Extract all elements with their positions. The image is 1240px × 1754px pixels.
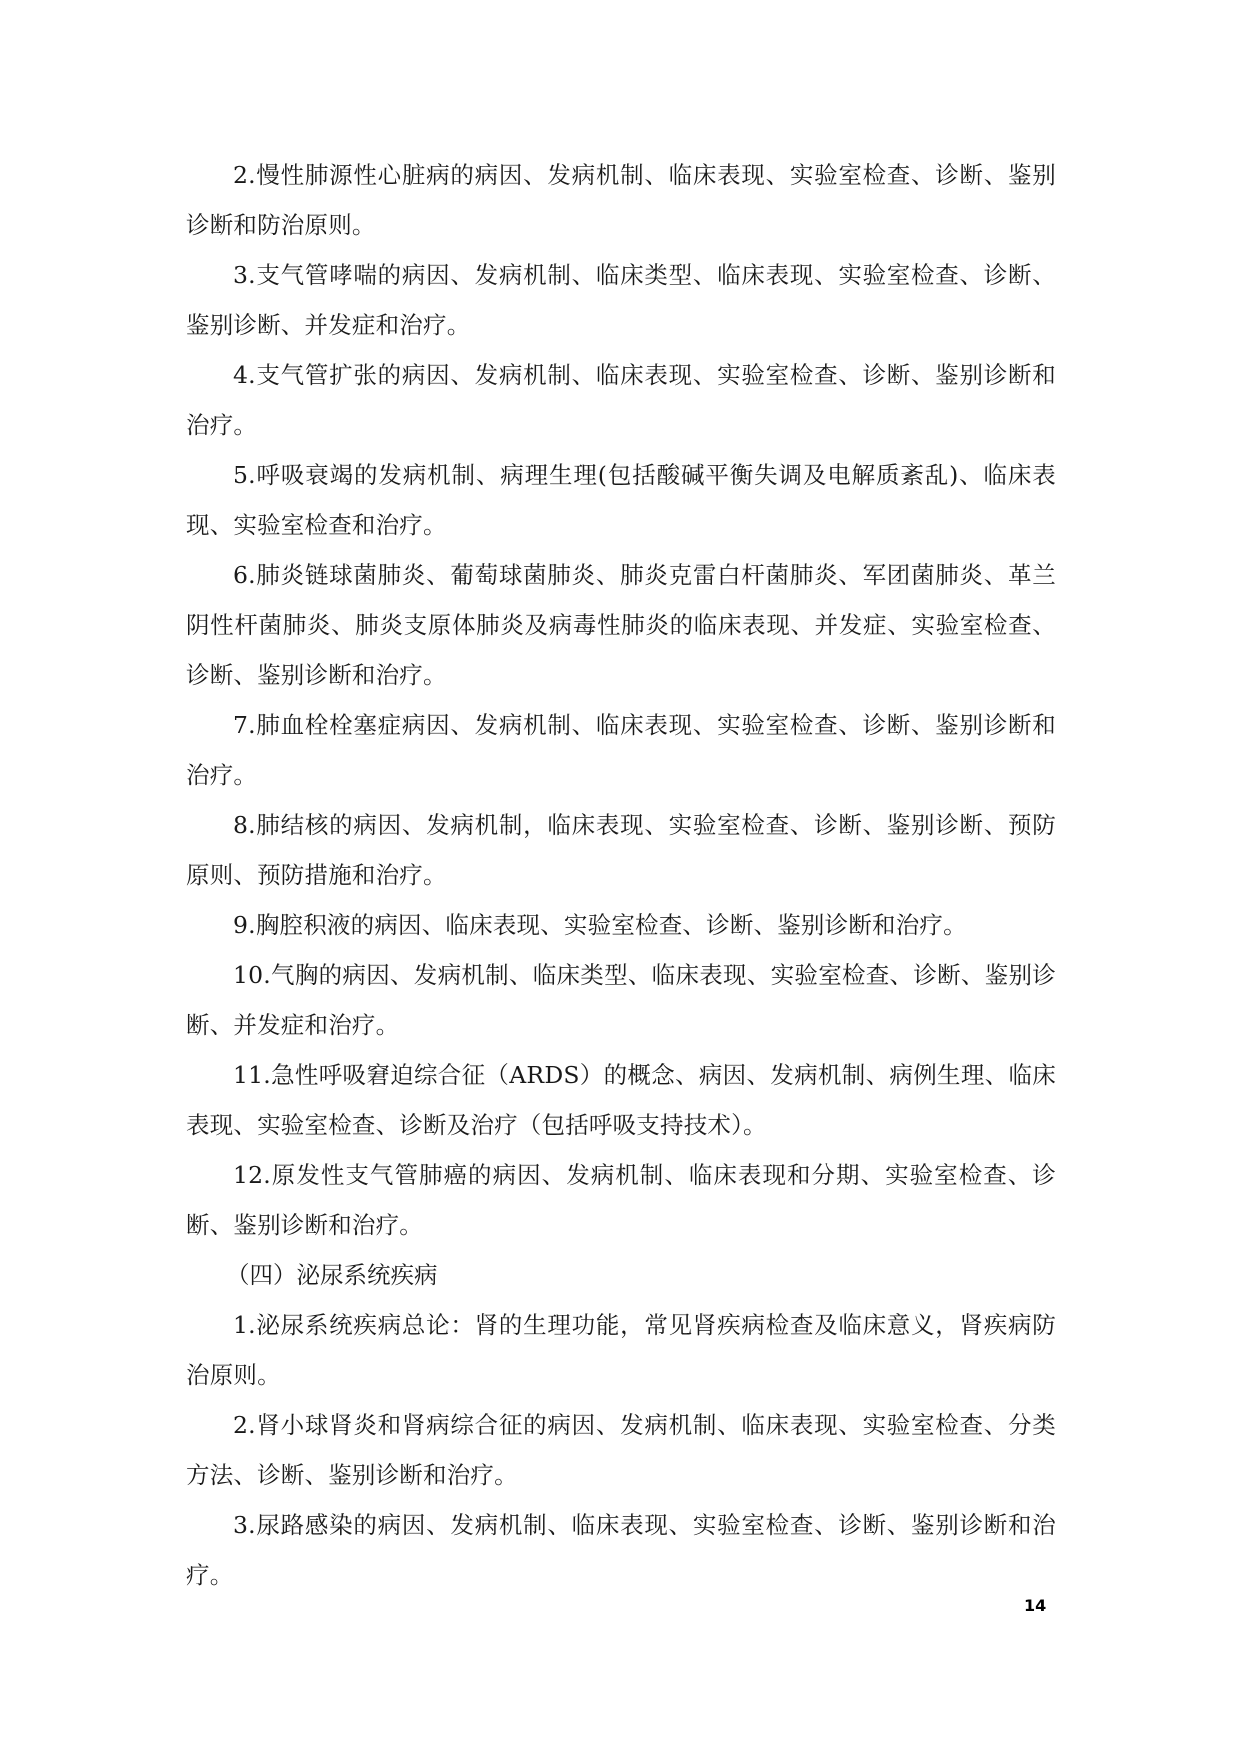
list-item-copd-heart-disease: 2.慢性肺源性心脏病的病因、发病机制、临床表现、实验室检查、诊断、鉴别诊断和防治原则。 [186,161,1056,239]
document-body [186,150,1056,1600]
section-heading-urinary-system: （四）泌尿系统疾病 [226,1261,438,1289]
list-item-lung-cancer: 12.原发性支气管肺癌的病因、发病机制、临床表现和分期、实验室检查、诊断、鉴别诊断和治疗。 [186,1161,1056,1239]
list-item-bronchiectasis: 4.支气管扩张的病因、发病机制、临床表现、实验室检查、诊断、鉴别诊断和治疗。 [186,361,1056,439]
list-item-glomerulonephritis: 2.肾小球肾炎和肾病综合征的病因、发病机制、临床表现、实验室检查、分类方法、诊断、鉴别诊断和治疗。 [186,1411,1056,1489]
list-item-pneumonia: 6.肺炎链球菌肺炎、葡萄球菌肺炎、肺炎克雷白杆菌肺炎、军团菌肺炎、革兰阴性杆菌肺炎、肺炎支原体肺炎及病毒性肺炎的临床表现、并发症、实验室检查、诊断、鉴别诊断和治疗。 [186,561,1056,689]
list-item-urinary-infection: 3.尿路感染的病因、发病机制、临床表现、实验室检查、诊断、鉴别诊断和治疗。 [186,1511,1056,1589]
list-item-pneumothorax: 10.气胸的病因、发病机制、临床类型、临床表现、实验室检查、诊断、鉴别诊断、并发症和治疗。 [186,961,1056,1039]
list-item-urinary-overview: 1.泌尿系统疾病总论：肾的生理功能，常见肾疾病检查及临床意义，肾疾病防治原则。 [186,1311,1056,1389]
list-item-asthma: 3.支气管哮喘的病因、发病机制、临床类型、临床表现、实验室检查、诊断、鉴别诊断、并发症和治疗。 [186,261,1056,339]
list-item-respiratory-failure: 5.呼吸衰竭的发病机制、病理生理(包括酸碱平衡失调及电解质紊乱)、临床表现、实验室检查和治疗。 [186,461,1056,539]
list-item-ards: 11.急性呼吸窘迫综合征（ARDS）的概念、病因、发病机制、病例生理、临床表现、实验室检查、诊断及治疗（包括呼吸支持技术）。 [186,1061,1056,1139]
list-item-pleural-effusion: 9.胸腔积液的病因、临床表现、实验室检查、诊断、鉴别诊断和治疗。 [233,911,967,939]
list-item-pulmonary-embolism: 7.肺血栓栓塞症病因、发病机制、临床表现、实验室检查、诊断、鉴别诊断和治疗。 [186,711,1056,789]
list-item-tuberculosis: 8.肺结核的病因、发病机制，临床表现、实验室检查、诊断、鉴别诊断、预防原则、预防措施和治疗。 [186,811,1056,889]
page-number: 14 [1024,1596,1047,1615]
